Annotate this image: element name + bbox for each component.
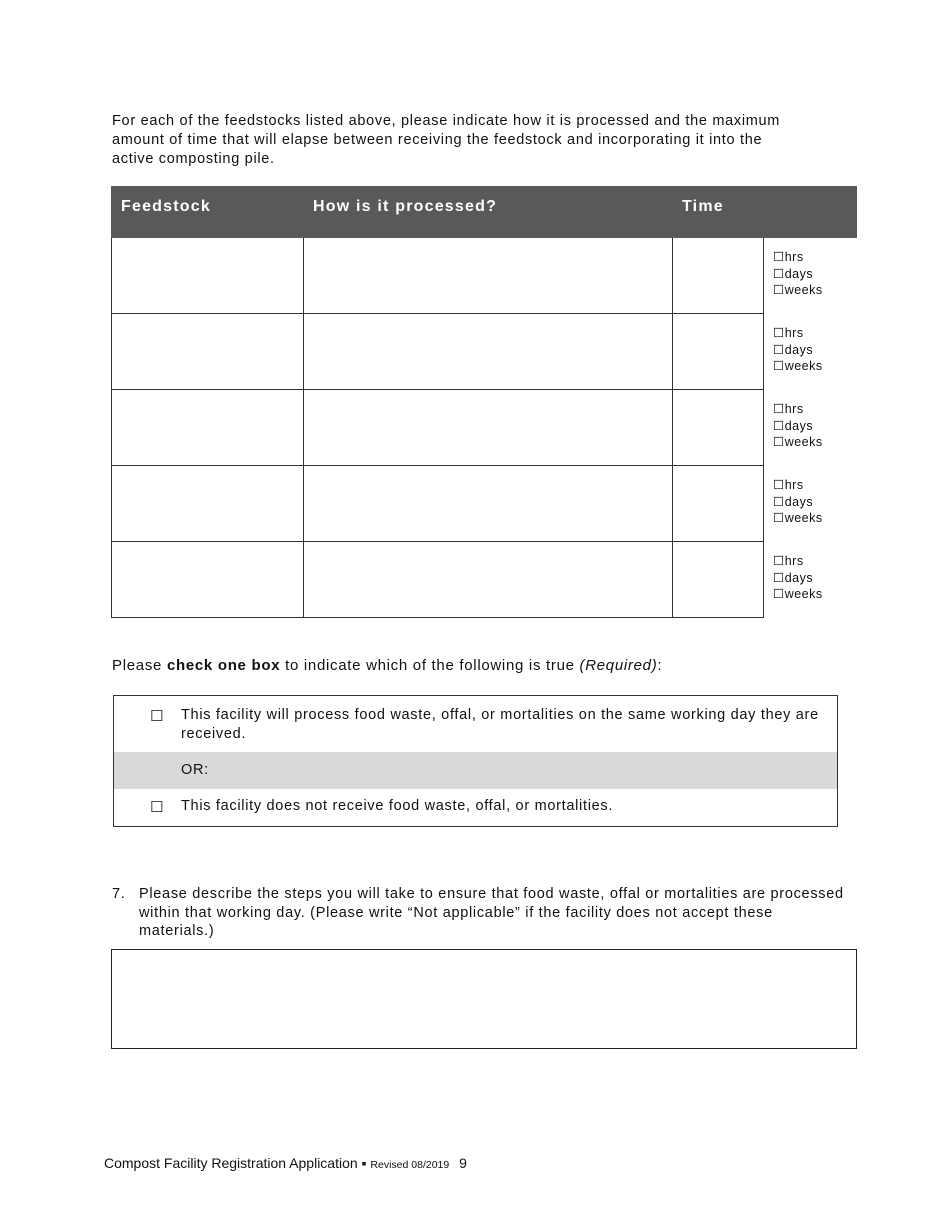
table-row: [111, 314, 857, 390]
footer-title: Compost Facility Registration Application: [104, 1155, 358, 1171]
time-cell[interactable]: [672, 390, 764, 466]
page-number: 9: [459, 1155, 467, 1171]
process-cell[interactable]: [303, 238, 672, 314]
unit-option-days[interactable]: ☐days: [773, 266, 814, 281]
unit-option-weeks[interactable]: ☐weeks: [773, 587, 823, 601]
option-not-received-label: This facility does not receive food waste, offal, or mortalities.: [181, 798, 614, 814]
time-cell[interactable]: [672, 238, 764, 314]
unit-option-hrs[interactable]: ☐hrs: [773, 554, 804, 568]
unit-option-hrs[interactable]: ☐hrs: [773, 478, 804, 492]
header-time: Time: [682, 198, 724, 215]
process-cell[interactable]: [303, 542, 672, 618]
time-unit-options: [773, 325, 823, 375]
unit-option-days[interactable]: ☐days: [773, 418, 814, 433]
unit-option-weeks[interactable]: ☐weeks: [773, 359, 823, 373]
unit-option-days[interactable]: ☐days: [773, 494, 814, 509]
check-one-box-panel: [113, 695, 838, 827]
unit-option-hrs[interactable]: ☐hrs: [773, 326, 804, 340]
process-cell[interactable]: [303, 314, 672, 390]
time-unit-options: [773, 477, 823, 527]
option-not-received: [114, 789, 837, 826]
table-header: [111, 186, 857, 238]
header-feedstock: Feedstock: [121, 198, 211, 215]
footer-revised: Revised 08/2019: [370, 1159, 450, 1171]
checkbox-same-day[interactable]: ☐: [150, 707, 164, 725]
time-cell[interactable]: [672, 542, 764, 618]
process-cell[interactable]: [303, 390, 672, 466]
option-same-day-label: This facility will process food waste, offal, or mortalities on the same working day they are received.: [181, 707, 819, 742]
unit-option-weeks[interactable]: ☐weeks: [773, 435, 823, 449]
table-row: [111, 542, 857, 618]
process-cell[interactable]: [303, 466, 672, 542]
feedstock-cell[interactable]: [111, 238, 303, 314]
unit-option-hrs[interactable]: ☐hrs: [773, 250, 804, 264]
feedstock-cell[interactable]: [111, 390, 303, 466]
table-row: [111, 390, 857, 466]
check-prompt: Please check one box to indicate which of the following is true (Required):: [112, 657, 663, 674]
unit-option-days[interactable]: ☐days: [773, 570, 814, 585]
unit-option-weeks[interactable]: ☐weeks: [773, 283, 823, 297]
header-how-processed: How is it processed?: [313, 198, 498, 215]
intro-paragraph: For each of the feedstocks listed above, please indicate how it is processed and the maximum amount of time that will elapse between receiving the feedstock and incorporating it into the active composting pile.: [112, 113, 781, 167]
page-footer: [104, 1155, 467, 1171]
unit-option-days[interactable]: ☐days: [773, 342, 814, 357]
feedstock-cell[interactable]: [111, 466, 303, 542]
or-row: [114, 752, 837, 789]
unit-option-hrs[interactable]: ☐hrs: [773, 402, 804, 416]
feedstock-cell[interactable]: [111, 542, 303, 618]
question-number: 7.: [112, 886, 126, 902]
question-text: Please describe the steps you will take to ensure that food waste, offal or mortalities are processed within that working day. (Please write “Not applicable” if the facility does not accept these materials.): [139, 886, 844, 939]
answer-text-area[interactable]: [111, 949, 857, 1049]
feedstock-cell[interactable]: [111, 314, 303, 390]
time-unit-options: [773, 401, 823, 451]
option-same-day: [114, 696, 837, 752]
table-row: [111, 466, 857, 542]
table-row: [111, 238, 857, 314]
time-cell[interactable]: [672, 466, 764, 542]
feedstock-table: [111, 186, 857, 618]
time-cell[interactable]: [672, 314, 764, 390]
time-unit-options: [773, 553, 823, 603]
unit-option-weeks[interactable]: ☐weeks: [773, 511, 823, 525]
or-label: OR:: [181, 762, 209, 778]
time-unit-options: [773, 249, 823, 299]
footer-bullet: ▪: [361, 1155, 367, 1171]
checkbox-not-received[interactable]: ☐: [150, 798, 164, 816]
